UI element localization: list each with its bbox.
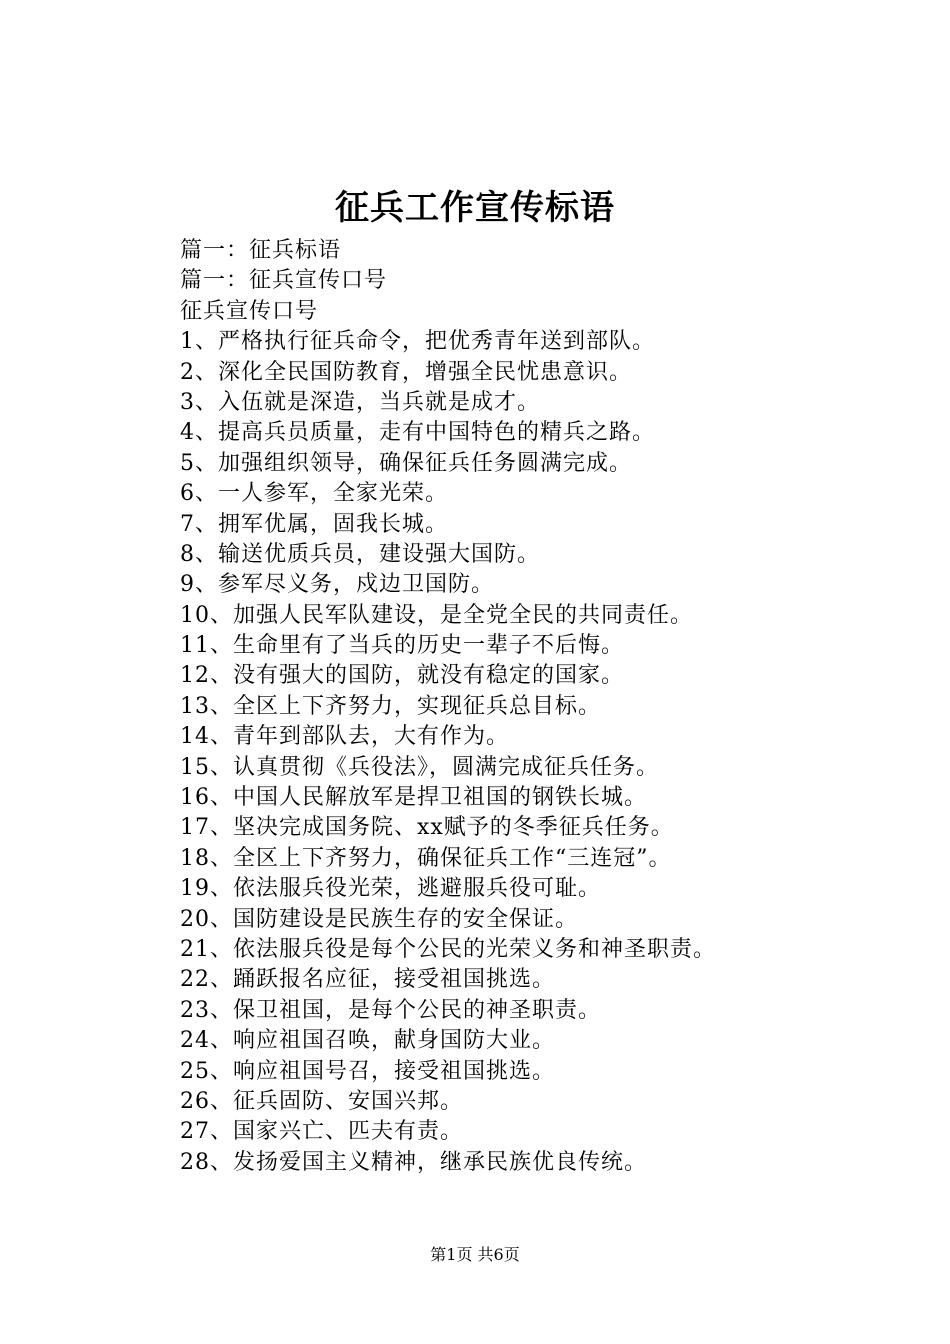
slogan-item: 14、青年到部队去，大有作为。: [180, 724, 509, 750]
section-heading: 征兵宣传口号: [180, 298, 319, 324]
slogan-item: 2、深化全民国防教育，增强全民忧患意识。: [180, 359, 632, 385]
document-title: 征兵工作宣传标语: [335, 188, 615, 228]
slogan-item: 27、国家兴亡、匹夫有责。: [180, 1119, 463, 1145]
slogan-item: 21、依法服兵役是每个公民的光荣义务和神圣职责。: [180, 936, 716, 962]
slogan-item: 26、征兵固防、安国兴邦。: [180, 1088, 463, 1114]
slogan-item: 23、保卫祖国，是每个公民的神圣职责。: [180, 997, 601, 1023]
slogan-item: 16、中国人民解放军是捍卫祖国的钢铁长城。: [180, 785, 647, 811]
slogan-item: 6、一人参军，全家光荣。: [180, 481, 448, 507]
slogan-item: 17、坚决完成国务院、xx赋予的冬季征兵任务。: [180, 815, 674, 841]
section-heading: 篇一：征兵宣传口号: [180, 268, 388, 294]
slogan-item: 12、没有强大的国防，就没有稳定的国家。: [180, 663, 624, 689]
slogan-item: 4、提高兵员质量，走有中国特色的精兵之路。: [180, 420, 655, 446]
slogan-item: 18、全区上下齐努力，确保征兵工作“三连冠”。: [180, 845, 672, 871]
slogan-item: 19、依法服兵役光荣，逃避服兵役可耻。: [180, 876, 601, 902]
slogan-item: 8、输送优质兵员，建设强大国防。: [180, 541, 540, 567]
slogan-item: 13、全区上下齐努力，实现征兵总目标。: [180, 693, 601, 719]
slogan-item: 22、踊跃报名应征，接受祖国挑选。: [180, 967, 555, 993]
slogan-item: 15、认真贯彻《兵役法》，圆满完成征兵任务。: [180, 754, 659, 780]
slogan-item: 5、加强组织领导，确保征兵任务圆满完成。: [180, 450, 632, 476]
slogan-item: 25、响应祖国号召，接受祖国挑选。: [180, 1058, 555, 1084]
slogan-item: 24、响应祖国召唤，献身国防大业。: [180, 1028, 555, 1054]
slogan-item: 1、严格执行征兵命令，把优秀青年送到部队。: [180, 329, 655, 355]
section-heading: 篇一：征兵标语: [180, 238, 342, 263]
slogan-item: 20、国防建设是民族生存的安全保证。: [180, 906, 578, 932]
slogan-item: 9、参军尽义务，戍边卫国防。: [180, 572, 494, 598]
slogan-item: 11、生命里有了当兵的历史一辈子不后悔。: [180, 633, 624, 659]
page-footer: 第1页 共6页: [430, 1245, 520, 1264]
slogan-item: 10、加强人民军队建设，是全党全民的共同责任。: [180, 602, 693, 628]
slogan-item: 3、入伍就是深造，当兵就是成才。: [180, 389, 540, 415]
slogan-item: 28、发扬爱国主义精神，继承民族优良传统。: [180, 1149, 647, 1175]
slogan-item: 7、拥军优属，固我长城。: [180, 511, 448, 537]
document-body: [180, 236, 880, 1178]
